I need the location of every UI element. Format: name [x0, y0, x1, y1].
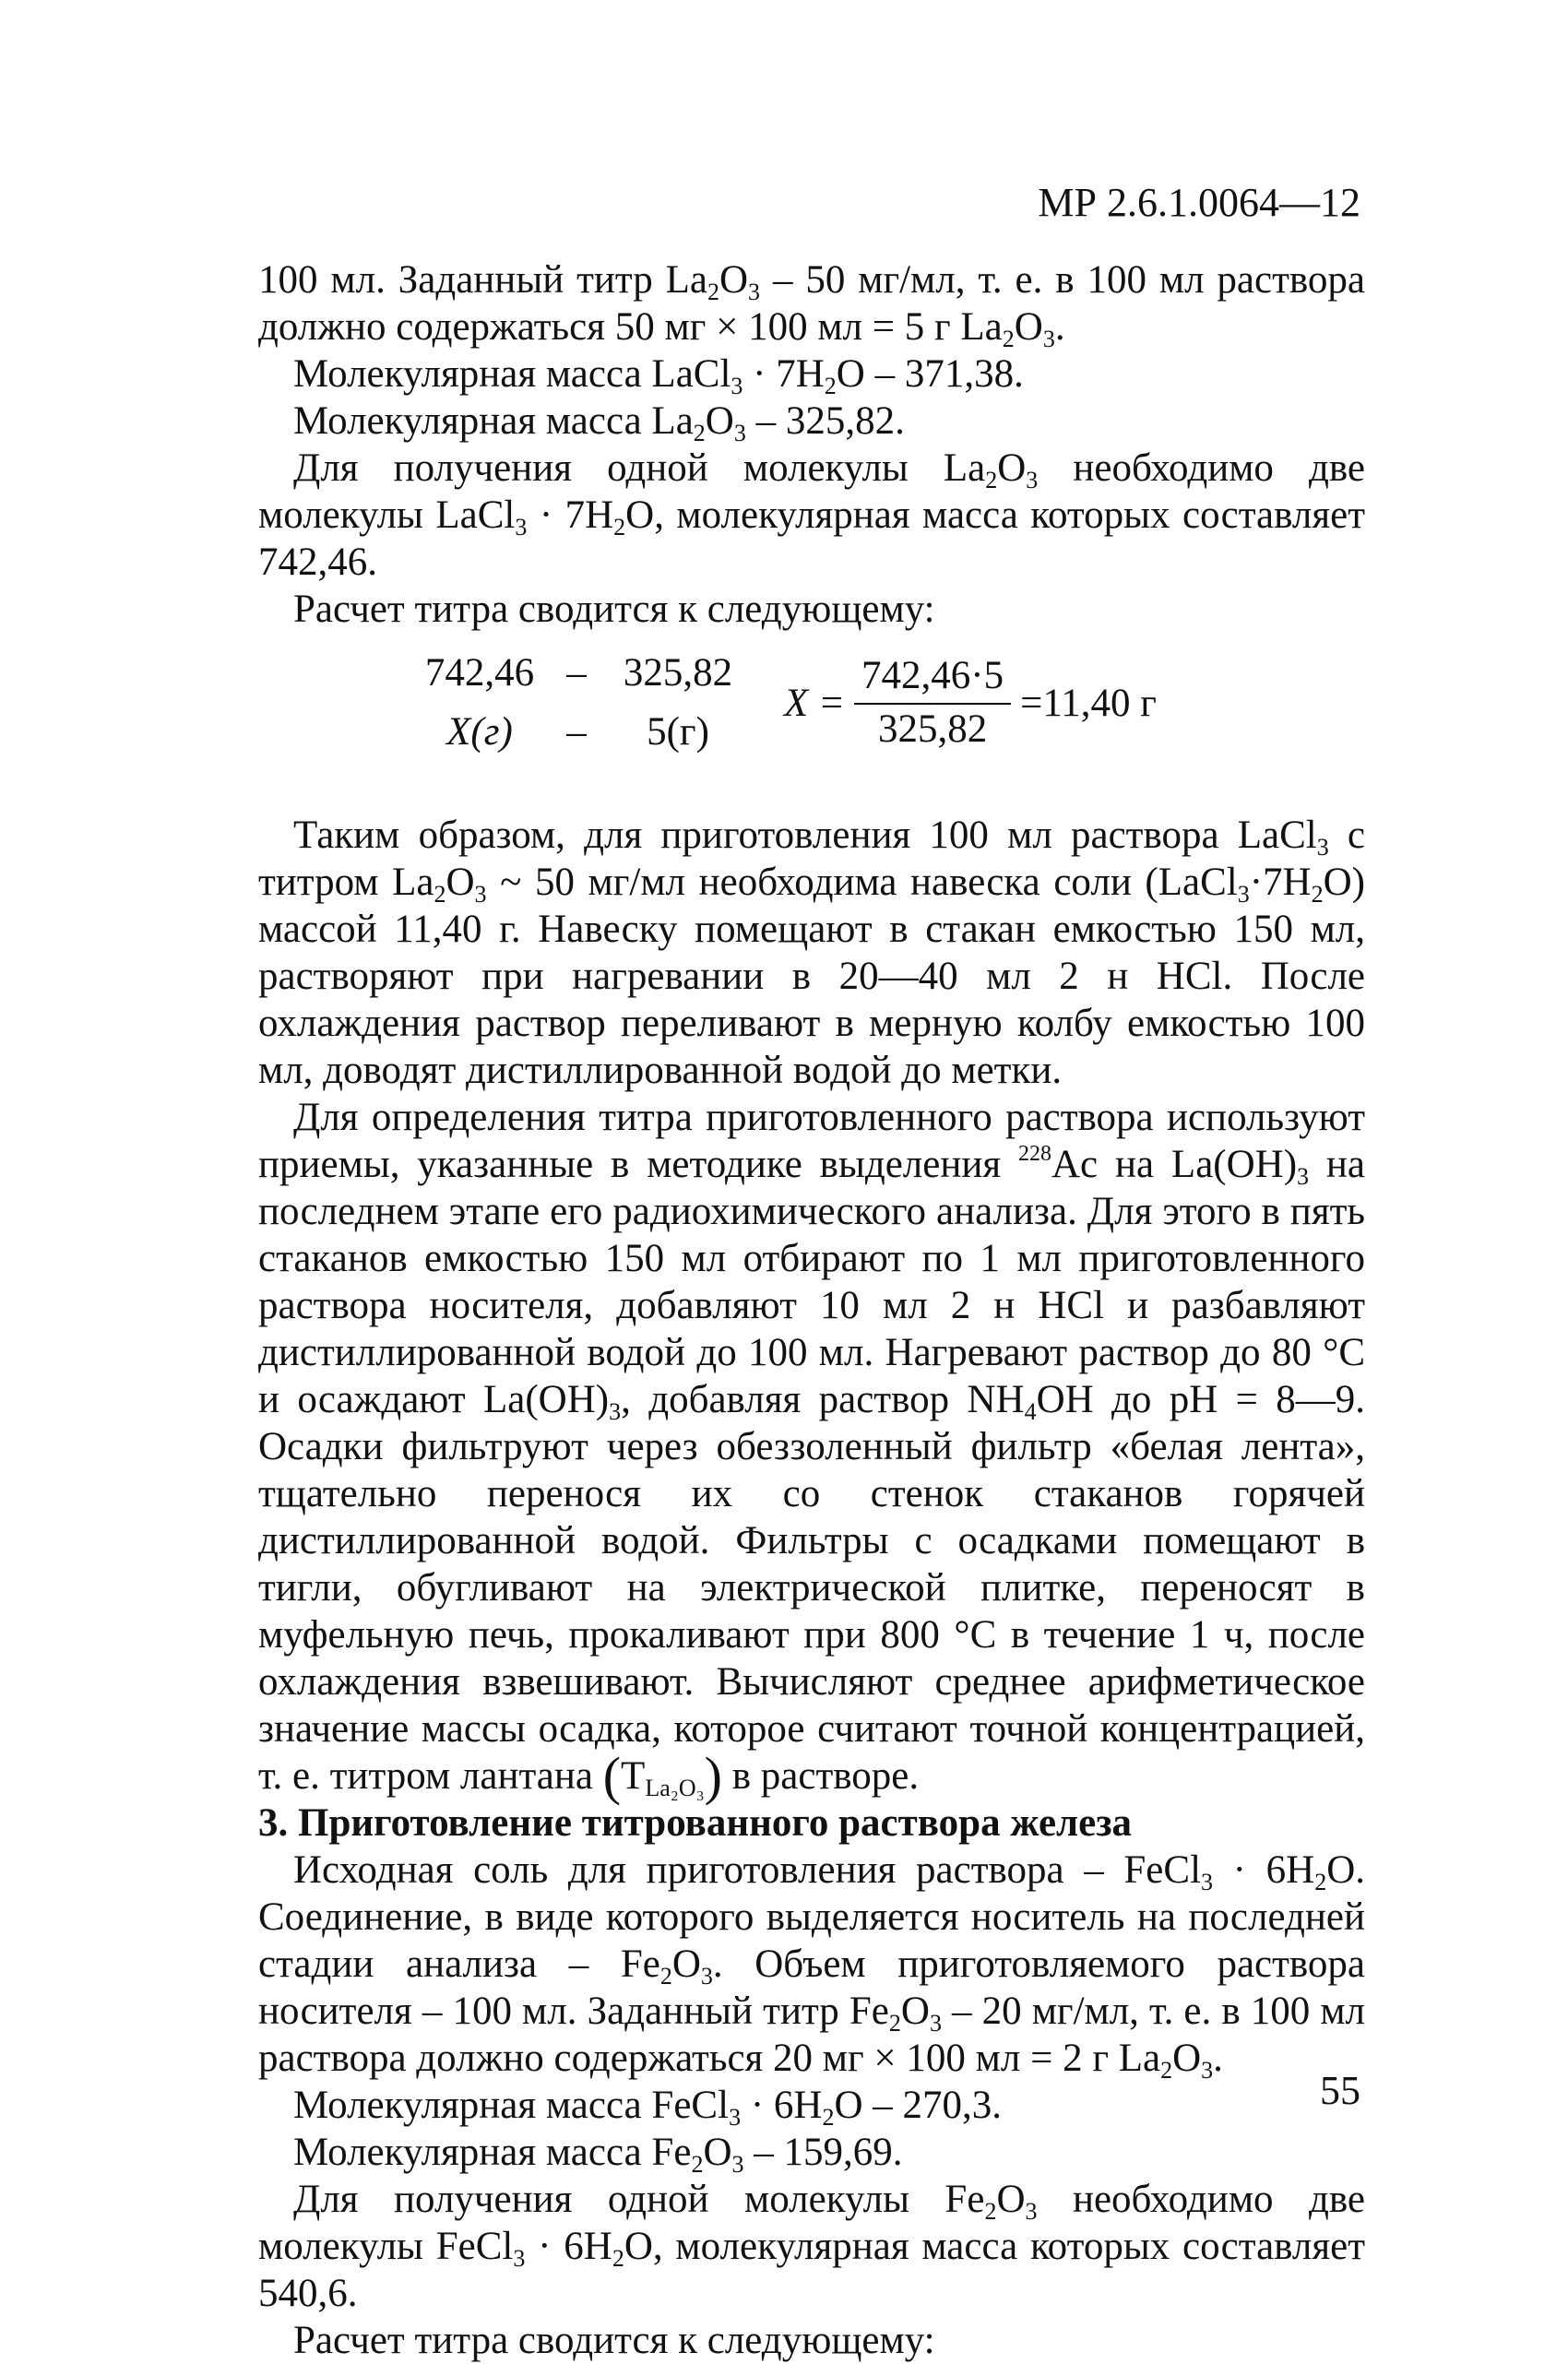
proportion-cell: 742,46 [424, 651, 535, 695]
paragraph-mass-fecl3: Молекулярная масса FeCl$_3$ · $6H_2O - 270,3$. [293, 2084, 1002, 2131]
proportion-row [415, 703, 747, 762]
proportion-dash: – [566, 651, 587, 695]
proportion-row [415, 644, 747, 703]
formula-denominator: 325,82 [877, 707, 988, 751]
paragraph-calc-intro-fe: Расчет титра сводится к следующему: [293, 2319, 935, 2362]
proportion-table [415, 644, 747, 762]
formula-lhs: X = [784, 681, 846, 725]
paragraph-mass-fe2o3: Молекулярная масса $Fe_2O_3 - 159,69$. [293, 2131, 903, 2178]
titre-calculation [258, 644, 1365, 782]
paragraph-molecules-la: Для получения одной молекулы $La_2O_3$ необходимо две молекулы LaCl$_3$ · $7H_2O$, молекулярная масса которых составляет 742,46. [258, 446, 1365, 584]
paragraph-fe-source: Исходная соль для приготовления раствора – FeCl$_3$ · $6H_2O$. Соединение, в виде которого выделяется носитель на последней стадии анализа – $Fe_2O_3$. Объем приготовляемого раствора носителя – 100 мл. Заданный титр $Fe_2O_3 - 20$ мг/мл, т. е. в 100 мл раствора должно содержаться 20 мг × 100 мл = 2 г $La_2O_3$. [258, 1848, 1366, 2084]
proportion-cell: 5(г) [647, 710, 709, 754]
formula-fraction [854, 651, 1011, 754]
paragraph-molecules-fe: Для получения одной молекулы $Fe_2O_3$ необходимо две молекулы FeCl$_3$ · $6H_2O$, молекулярная масса которых составляет 540,6. [258, 2178, 1366, 2315]
proportion-cell: 325,82 [623, 651, 733, 695]
formula-numerator: 742,46·5 [854, 651, 1011, 705]
paragraph-titre-determination: Для определения титра приготовленного раствора используют приемы, указанные в методике выделения $^{228}$Ac на $La(OH)_3$ на последнем этапе его радиохимического анализа. Для этого в пять стаканов емкостью 150 мл отбирают по 1 мл приготовленного раствора носителя, добавляют 10 мл 2 н HCl и разбавляют дистиллированной водой до 100 мл. Нагревают раствор до 80 °С и осаждают $La(OH)_3$, добавляя раствор $NH_4OH$ до pH = 8—9. Осадки фильтруют через обеззоленный фильтр «белая лента», тщательно перенося их со стенок стаканов горячей дистиллированной водой. Фильтры с осадками помещают в тигли, обугливают на электрической плитке, переносят в муфельную печь, прокаливают при 800 °С в течение 1 ч, после охлаждения взвешивают. Вычисляют среднее арифметическое значение массы осадка, которое считают точной концентрацией, т. е. титром лантана $(T_{La_2O_3})$ в растворе. [258, 1096, 1365, 1806]
paragraph-calc-intro: Расчет титра сводится к следующему: [293, 588, 935, 631]
paragraph-mass-la2o3: Молекулярная масса $La_2O_3 - 325,82$. [293, 399, 905, 446]
page-body [258, 256, 1365, 2364]
document-code: МР 2.6.1.0064—12 [1038, 180, 1360, 225]
paragraph-titre-la: 100 мл. Заданный титр $La_2O_3 - 50$ мг/мл, т. е. в 100 мл раствора должно содержаться 50 мг × 100 мл = 5 г $La_2O_3$. [258, 258, 1365, 352]
section-heading: 3. Приготовление титрованного раствора железа [258, 1801, 1133, 1845]
page-number: 55 [1320, 2068, 1360, 2113]
formula-result: =11,40 г [1020, 681, 1157, 725]
titre-formula [784, 644, 1157, 762]
paragraph-preparation-la: Таким образом, для приготовления 100 мл раствора LaCl$_3$ с титром $La_2O_3$ ~ 50 мг/мл необходима навеска соли $(LaCl_3\cdot 7H_2O)$ массой 11,40 г. Навеску помещают в стакан емкостью 150 мл, растворяют при нагревании в 20—40 мл 2 н HCl. После охлаждения раствор переливают в мерную колбу емкостью 100 мл, доводят дистиллированной водой до метки. [258, 814, 1365, 1092]
paragraph-mass-lacl3: Молекулярная масса LaCl$_3$ · $7H_2O - 371,38$. [293, 352, 1024, 399]
proportion-dash: – [566, 710, 587, 754]
proportion-cell: X(г) [446, 710, 513, 754]
